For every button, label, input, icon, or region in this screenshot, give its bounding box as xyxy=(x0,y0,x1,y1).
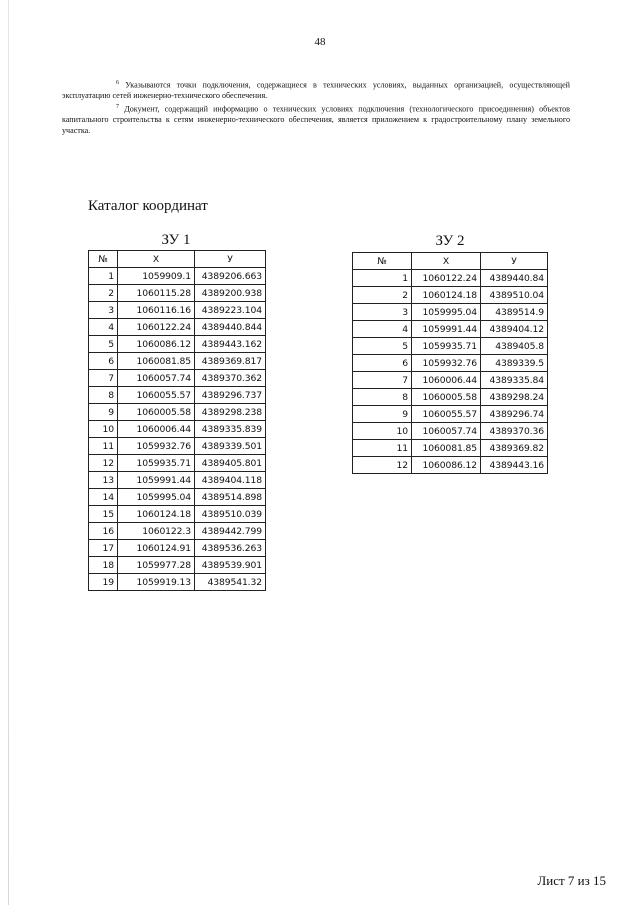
column-header-number: № xyxy=(89,251,118,268)
table-row xyxy=(89,370,266,387)
y-coordinate-cell: 4389536.263 xyxy=(195,540,266,557)
y-coordinate-cell: 4389404.12 xyxy=(481,321,548,338)
y-coordinate-cell: 4389339.5 xyxy=(481,355,548,372)
y-coordinate-cell: 4389440.84 xyxy=(481,270,548,287)
table-header-row xyxy=(353,253,548,270)
x-coordinate-cell: 1059995.04 xyxy=(412,304,481,321)
x-coordinate-cell: 1060006.44 xyxy=(412,372,481,389)
table-row xyxy=(89,557,266,574)
point-number-cell: 10 xyxy=(89,421,118,438)
point-number-cell: 12 xyxy=(89,455,118,472)
footnote-text: Указываются точки подключения, содержащиеся в технических условиях, выданных организацией, осуществляющей эксплуатацию сетей инженерно-технического обеспечения. xyxy=(62,80,570,101)
table-row xyxy=(89,506,266,523)
point-number-cell: 11 xyxy=(353,440,412,457)
x-coordinate-cell: 1060124.18 xyxy=(118,506,195,523)
column-header-number: № xyxy=(353,253,412,270)
x-coordinate-cell: 1059909.1 xyxy=(118,268,195,285)
y-coordinate-cell: 4389510.04 xyxy=(481,287,548,304)
column-header-x: X xyxy=(118,251,195,268)
table-row xyxy=(89,336,266,353)
y-coordinate-cell: 4389298.24 xyxy=(481,389,548,406)
point-number-cell: 18 xyxy=(89,557,118,574)
point-number-cell: 8 xyxy=(353,389,412,406)
y-coordinate-cell: 4389369.82 xyxy=(481,440,548,457)
y-coordinate-cell: 4389443.16 xyxy=(481,457,548,474)
table-row xyxy=(89,489,266,506)
y-coordinate-cell: 4389339.501 xyxy=(195,438,266,455)
x-coordinate-cell: 1060122.3 xyxy=(118,523,195,540)
footnote-6 xyxy=(62,78,570,102)
y-coordinate-cell: 4389405.8 xyxy=(481,338,548,355)
point-number-cell: 3 xyxy=(89,302,118,319)
x-coordinate-cell: 1059977.28 xyxy=(118,557,195,574)
x-coordinate-cell: 1060086.12 xyxy=(412,457,481,474)
table-row xyxy=(89,523,266,540)
point-number-cell: 13 xyxy=(89,472,118,489)
y-coordinate-cell: 4389369.817 xyxy=(195,353,266,370)
point-number-cell: 11 xyxy=(89,438,118,455)
x-coordinate-cell: 1060124.18 xyxy=(412,287,481,304)
x-coordinate-cell: 1059935.71 xyxy=(412,338,481,355)
y-coordinate-cell: 4389296.737 xyxy=(195,387,266,404)
point-number-cell: 10 xyxy=(353,423,412,440)
x-coordinate-cell: 1059932.76 xyxy=(118,438,195,455)
zu2-title: ЗУ 2 xyxy=(435,233,465,249)
y-coordinate-cell: 4389514.9 xyxy=(481,304,548,321)
x-coordinate-cell: 1060124.91 xyxy=(118,540,195,557)
x-coordinate-cell: 1060006.44 xyxy=(118,421,195,438)
point-number-cell: 9 xyxy=(353,406,412,423)
scan-margin-line xyxy=(8,0,9,905)
table-row xyxy=(89,455,266,472)
footnote-mark: 7 xyxy=(116,103,119,110)
y-coordinate-cell: 4389335.839 xyxy=(195,421,266,438)
footnote-mark: 6 xyxy=(116,80,119,86)
table-row xyxy=(353,287,548,304)
column-header-y: У xyxy=(481,253,548,270)
x-coordinate-cell: 1059991.44 xyxy=(118,472,195,489)
point-number-cell: 7 xyxy=(89,370,118,387)
point-number-cell: 15 xyxy=(89,506,118,523)
table-row xyxy=(89,285,266,302)
table-row xyxy=(89,421,266,438)
y-coordinate-cell: 4389370.362 xyxy=(195,370,266,387)
x-coordinate-cell: 1060057.74 xyxy=(412,423,481,440)
table-row xyxy=(353,338,548,355)
y-coordinate-cell: 4389298.238 xyxy=(195,404,266,421)
point-number-cell: 16 xyxy=(89,523,118,540)
table-row xyxy=(89,387,266,404)
zu1-table-body xyxy=(89,268,266,591)
table-row xyxy=(89,574,266,591)
footnotes xyxy=(62,78,570,136)
y-coordinate-cell: 4389514.898 xyxy=(195,489,266,506)
x-coordinate-cell: 1060057.74 xyxy=(118,370,195,387)
point-number-cell: 5 xyxy=(353,338,412,355)
y-coordinate-cell: 4389510.039 xyxy=(195,506,266,523)
table-row xyxy=(89,404,266,421)
point-number-cell: 7 xyxy=(353,372,412,389)
x-coordinate-cell: 1060005.58 xyxy=(118,404,195,421)
point-number-cell: 17 xyxy=(89,540,118,557)
point-number-cell: 12 xyxy=(353,457,412,474)
table-row xyxy=(89,302,266,319)
zu2-coordinates-table xyxy=(352,252,548,474)
point-number-cell: 2 xyxy=(353,287,412,304)
point-number-cell: 6 xyxy=(353,355,412,372)
point-number-cell: 3 xyxy=(353,304,412,321)
table-row xyxy=(353,389,548,406)
y-coordinate-cell: 4389443.162 xyxy=(195,336,266,353)
table-row xyxy=(353,355,548,372)
column-header-y: У xyxy=(195,251,266,268)
y-coordinate-cell: 4389541.32 xyxy=(195,574,266,591)
table-row xyxy=(353,321,548,338)
table-header-row xyxy=(89,251,266,268)
table-row xyxy=(353,423,548,440)
x-coordinate-cell: 1059919.13 xyxy=(118,574,195,591)
y-coordinate-cell: 4389206.663 xyxy=(195,268,266,285)
table-row xyxy=(353,304,548,321)
zu1-title: ЗУ 1 xyxy=(161,232,191,248)
y-coordinate-cell: 4389370.36 xyxy=(481,423,548,440)
x-coordinate-cell: 1060055.57 xyxy=(118,387,195,404)
x-coordinate-cell: 1060005.58 xyxy=(412,389,481,406)
y-coordinate-cell: 4389442.799 xyxy=(195,523,266,540)
x-coordinate-cell: 1059932.76 xyxy=(412,355,481,372)
point-number-cell: 14 xyxy=(89,489,118,506)
table-row xyxy=(353,440,548,457)
sheet-label: Лист 7 из 15 xyxy=(537,873,606,888)
point-number-cell: 1 xyxy=(89,268,118,285)
x-coordinate-cell: 1060122.24 xyxy=(412,270,481,287)
table-row xyxy=(89,540,266,557)
y-coordinate-cell: 4389539.901 xyxy=(195,557,266,574)
x-coordinate-cell: 1059995.04 xyxy=(118,489,195,506)
y-coordinate-cell: 4389223.104 xyxy=(195,302,266,319)
table-row xyxy=(89,472,266,489)
catalog-title: Каталог координат xyxy=(88,198,208,214)
point-number-cell: 8 xyxy=(89,387,118,404)
table-row xyxy=(89,319,266,336)
y-coordinate-cell: 4389335.84 xyxy=(481,372,548,389)
table-row xyxy=(353,406,548,423)
x-coordinate-cell: 1060122.24 xyxy=(118,319,195,336)
column-header-x: X xyxy=(412,253,481,270)
table-row xyxy=(353,270,548,287)
point-number-cell: 9 xyxy=(89,404,118,421)
footnote-text: Документ, содержащий информацию о технических условиях подключения (технологического присоединения) объектов капитального строительства к сетям инженерно-технического обеспечения, является приложением к градостроительному плану земельного участка. xyxy=(62,104,570,135)
x-coordinate-cell: 1060055.57 xyxy=(412,406,481,423)
x-coordinate-cell: 1060116.16 xyxy=(118,302,195,319)
x-coordinate-cell: 1060081.85 xyxy=(412,440,481,457)
table-row xyxy=(353,372,548,389)
x-coordinate-cell: 1060115.28 xyxy=(118,285,195,302)
point-number-cell: 1 xyxy=(353,270,412,287)
y-coordinate-cell: 4389405.801 xyxy=(195,455,266,472)
y-coordinate-cell: 4389404.118 xyxy=(195,472,266,489)
zu2-table-body xyxy=(353,270,548,474)
footnote-7 xyxy=(62,102,570,136)
x-coordinate-cell: 1060086.12 xyxy=(118,336,195,353)
point-number-cell: 4 xyxy=(353,321,412,338)
x-coordinate-cell: 1060081.85 xyxy=(118,353,195,370)
zu1-coordinates-table xyxy=(88,250,266,591)
page-number: 48 xyxy=(314,36,326,48)
y-coordinate-cell: 4389440.844 xyxy=(195,319,266,336)
table-row xyxy=(353,457,548,474)
x-coordinate-cell: 1059935.71 xyxy=(118,455,195,472)
x-coordinate-cell: 1059991.44 xyxy=(412,321,481,338)
y-coordinate-cell: 4389296.74 xyxy=(481,406,548,423)
table-row xyxy=(89,268,266,285)
point-number-cell: 2 xyxy=(89,285,118,302)
point-number-cell: 6 xyxy=(89,353,118,370)
table-row xyxy=(89,438,266,455)
point-number-cell: 4 xyxy=(89,319,118,336)
table-row xyxy=(89,353,266,370)
point-number-cell: 19 xyxy=(89,574,118,591)
point-number-cell: 5 xyxy=(89,336,118,353)
y-coordinate-cell: 4389200.938 xyxy=(195,285,266,302)
